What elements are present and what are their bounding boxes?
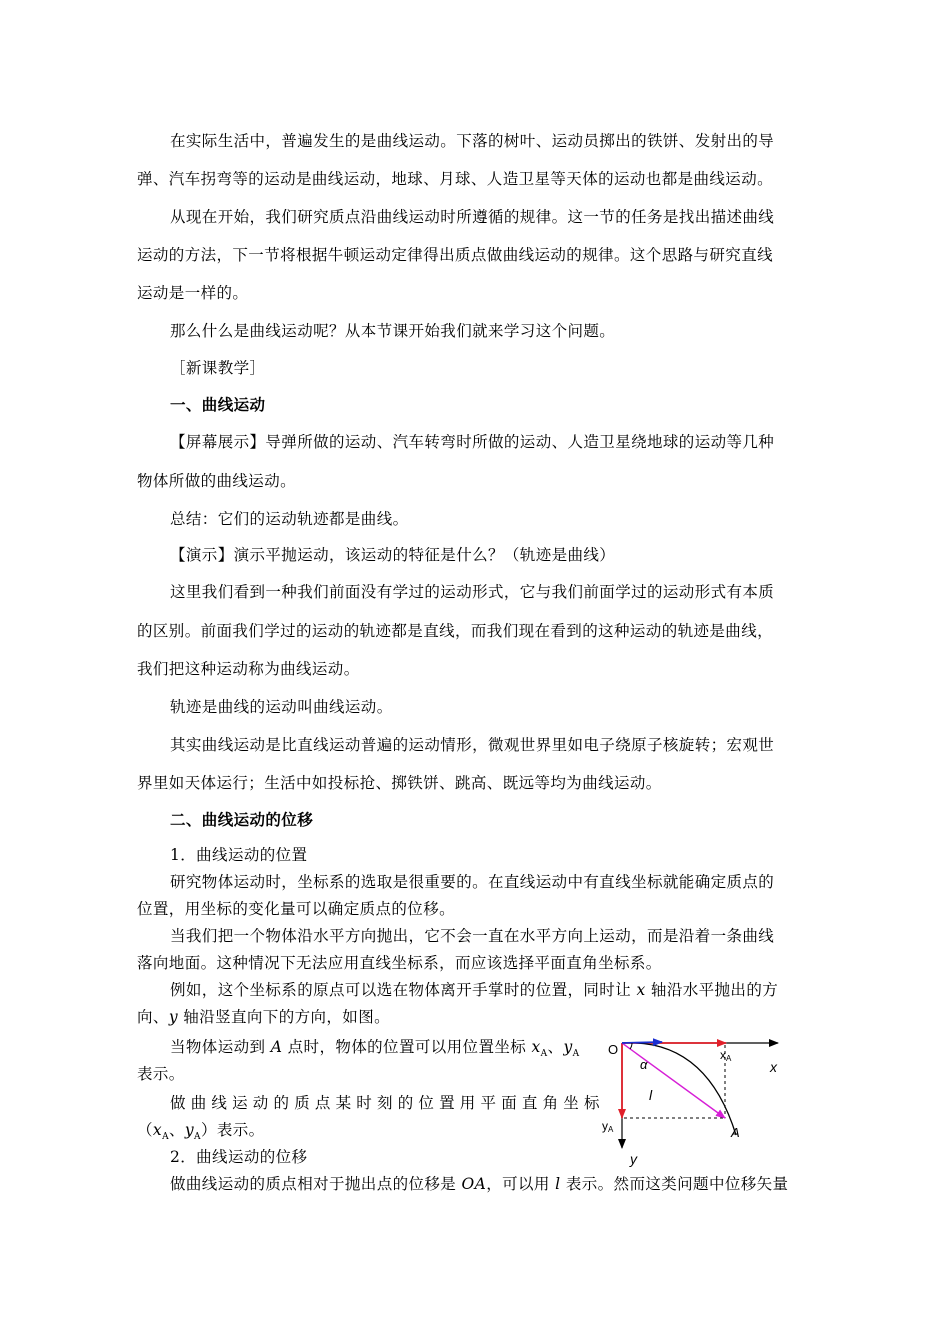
paragraph-definition [170, 688, 813, 726]
paragraph-examples-cont [137, 764, 813, 802]
text-line: 物体所做的曲线运动。 [137, 472, 297, 490]
math-oa: OA [461, 1175, 487, 1193]
text-line: 在实际生活中，普遍发生的是曲线运动。下落的树叶、运动员掷出的铁饼、发射出的导 [170, 132, 775, 150]
paragraph-demo [170, 536, 813, 574]
text-line: 位置，用坐标的变化量可以确定质点的位移。 [137, 900, 456, 918]
paragraph-point-a-cont [137, 1061, 557, 1088]
text-line: 【演示】演示平抛运动，该运动的特征是什么？（轨迹是曲线） [170, 546, 616, 564]
point-a-label: A [731, 1125, 740, 1140]
ya-main: y [602, 1119, 608, 1133]
text-segment: 当物体运动到 [170, 1038, 271, 1056]
paragraph-horizontal-throw [170, 923, 813, 950]
text-line: 2．曲线运动的位移 [170, 1148, 308, 1166]
text-line: 总结：它们的运动轨迹都是曲线。 [170, 510, 409, 528]
text-line: 弹、汽车拐弯等的运动是曲线运动，地球、月球、人造卫星等天体的运动也都是曲线运动。 [137, 170, 774, 188]
projectile-motion-diagram [596, 1030, 816, 1170]
text-segment: 、 [168, 1121, 185, 1139]
text-segment: 例如，这个坐标系的原点可以选在物体离开手掌时的位置，同时让 [170, 981, 637, 999]
text-line: 研究物体运动时，坐标系的选取是很重要的。在直线运动中有直线坐标就能确定质点的 [170, 873, 775, 891]
text-segment: 表示。然而这类问题中位移矢量 [560, 1175, 789, 1193]
ya-subscript: A [608, 1125, 614, 1134]
text-line: 当我们把一个物体沿水平方向抛出，它不会一直在水平方向上运动，而是沿着一条曲线 [170, 927, 775, 945]
text-segment: 做曲线运动的质点相对于抛出点的位移是 [170, 1175, 462, 1193]
paragraph-plane-coordinates [170, 1090, 605, 1117]
paragraph-coordinate-system-cont [137, 896, 813, 923]
text-line: 从现在开始，我们研究质点沿曲线运动时所遵循的规律。这一节的任务是找出描述曲线 [170, 208, 775, 226]
text-line: 那么什么是曲线运动呢？从本节课开始我们就来学习这个问题。 [170, 322, 616, 340]
math-l: l [555, 1175, 561, 1193]
text-line: 的区别。前面我们学过的运动的轨迹都是直线，而我们现在看到的这种运动的轨迹是曲线， [137, 622, 774, 640]
text-line: 界里如天体运行；生活中如投标抢、掷铁饼、跳高、既远等均为曲线运动。 [137, 774, 662, 792]
text-line: 运动的方法，下一节将根据牛顿运动定律得出质点做曲线运动的规律。这个思路与研究直线 [137, 246, 774, 264]
subscript: A [540, 1049, 548, 1060]
text-segment: 向、 [137, 1008, 169, 1026]
subheading-position [170, 842, 813, 869]
heading-text: 一、曲线运动 [170, 396, 266, 414]
paragraph-question [170, 312, 813, 350]
xa-subscript: A [726, 1054, 732, 1063]
subscript: A [194, 1132, 201, 1143]
math-xa: x [152, 1121, 163, 1139]
paragraph-summary [170, 500, 813, 538]
alpha-label: α [640, 1057, 648, 1072]
text-line: 落向地面。这种情况下无法应用直线坐标系，而应该选择平面直角坐标系。 [137, 954, 662, 972]
paragraph-coordinate-system [170, 869, 813, 896]
paragraph-new-form-cont2 [137, 650, 813, 688]
text-line: 我们把这种运动称为曲线运动。 [137, 660, 360, 678]
paragraph-new-form [170, 573, 813, 611]
paragraph-horizontal-throw-cont [137, 950, 813, 977]
heading-displacement [170, 801, 813, 839]
velocity-vector [622, 1042, 662, 1043]
math-xa: x [531, 1038, 541, 1056]
y-axis-label: y [630, 1151, 637, 1167]
text-line: 这里我们看到一种我们前面没有学过的运动形式，它与我们前面学过的运动形式有本质 [170, 583, 775, 601]
subscript: A [572, 1049, 580, 1060]
text-segment: 轴沿竖直向下的方向，如图。 [177, 1008, 391, 1026]
paragraph-examples [170, 726, 813, 764]
math-ya: y [184, 1121, 195, 1139]
xa-label [720, 1048, 732, 1063]
text-segment: ）表示。 [200, 1121, 265, 1139]
paragraph-plan-cont [137, 236, 813, 274]
text-segment: 、 [547, 1038, 564, 1056]
paragraph-intro [170, 122, 813, 160]
paragraph-intro-cont [137, 160, 813, 198]
origin-label: O [608, 1042, 619, 1057]
paragraph-screen-display [170, 423, 813, 461]
section-tag-new-lesson [170, 349, 813, 387]
paragraph-plan [170, 198, 813, 236]
text-segment: 轴沿水平抛出的方 [645, 981, 779, 999]
text-segment: ，可以用 [486, 1175, 556, 1193]
text-line: 运动是一样的。 [137, 284, 249, 302]
text-line: 【屏幕展示】导弹所做的运动、汽车转弯时所做的运动、人造卫星绕地球的运动等几种 [170, 433, 775, 451]
heading-curvilinear-motion [170, 386, 813, 424]
xa-main: x [720, 1048, 726, 1062]
math-ya: y [563, 1038, 573, 1056]
paragraph-origin-choice [170, 977, 813, 1004]
paragraph-new-form-cont [137, 612, 813, 650]
l-label: l [649, 1087, 653, 1103]
math-x: x [636, 981, 646, 999]
text-line: 轨迹是曲线的运动叫曲线运动。 [170, 698, 393, 716]
paragraph-origin-choice-cont [137, 1004, 813, 1031]
paragraph-displacement-oa [170, 1171, 813, 1198]
text-line: 1．曲线运动的位置 [170, 846, 308, 864]
text-segment: 点时，物体的位置可以用位置坐标 [282, 1038, 532, 1056]
math-a: A [270, 1038, 283, 1056]
text-line: 其实曲线运动是比直线运动普遍的运动情形，微观世界里如电子绕原子核旋转；宏观世 [170, 736, 775, 754]
text-line: 表示。 [137, 1065, 185, 1083]
text-line: 做曲线运动的质点某时刻的位置用平面直角坐标 [170, 1094, 605, 1112]
x-axis-label: x [770, 1059, 777, 1075]
ya-label [602, 1119, 614, 1134]
text-line: ［新课教学］ [170, 359, 266, 377]
math-y: y [168, 1008, 178, 1026]
heading-text: 二、曲线运动的位移 [170, 811, 314, 829]
paragraph-plan-cont2 [137, 274, 813, 312]
subscript: A [162, 1132, 169, 1143]
paragraph-screen-display-cont [137, 462, 813, 500]
angle-arc [630, 1043, 632, 1049]
text-segment: （ [137, 1121, 153, 1139]
